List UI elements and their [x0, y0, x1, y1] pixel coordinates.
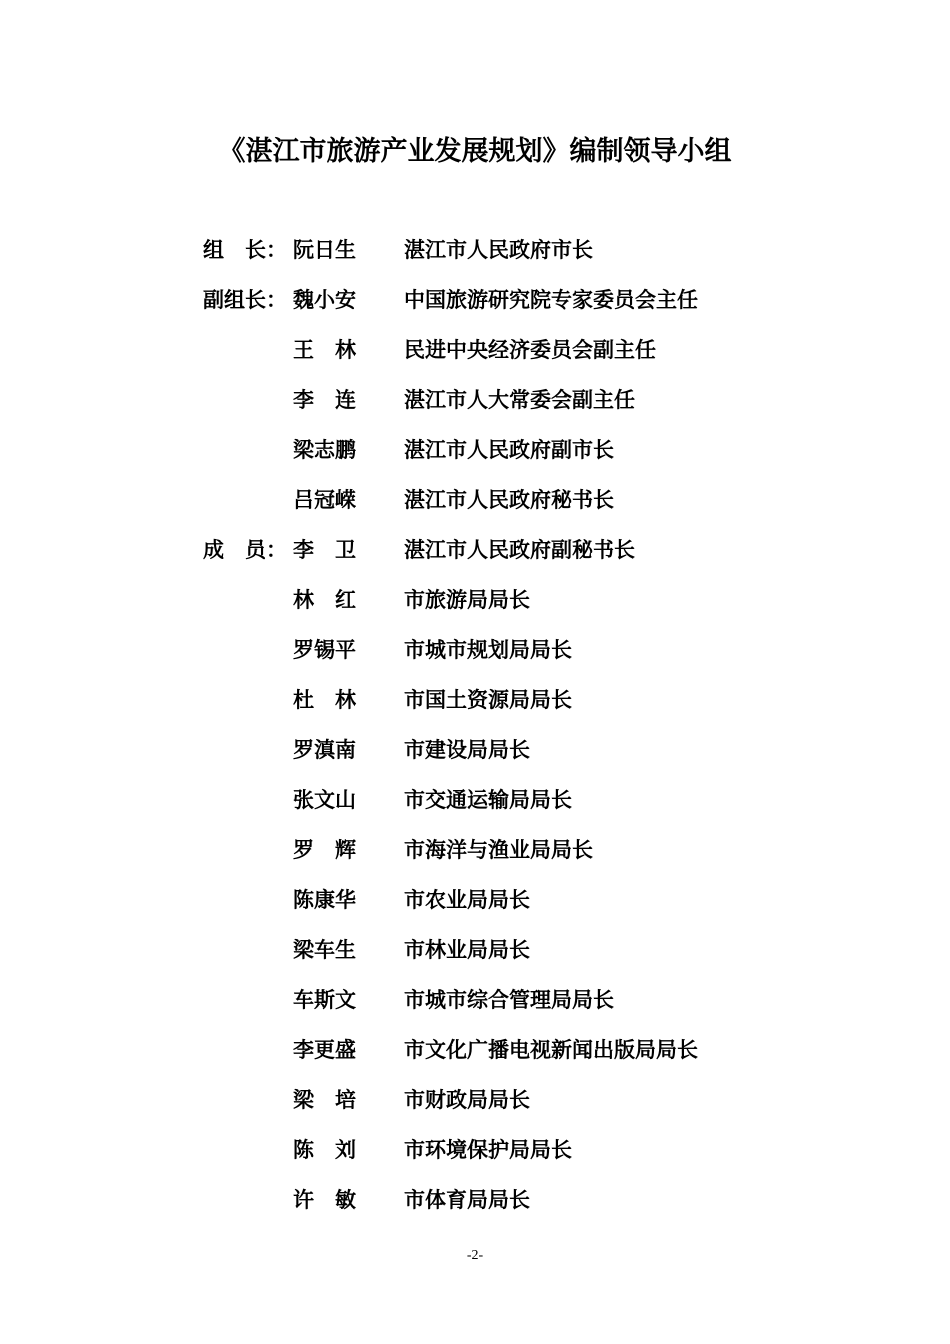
role-label: 组 长： [203, 237, 287, 262]
roster-row [0, 830, 950, 870]
roster-row [0, 380, 950, 420]
member-name: 张文山 [293, 787, 356, 812]
roster-row [0, 680, 950, 720]
roster-row [0, 480, 950, 520]
member-position: 市环境保护局局长 [404, 1137, 572, 1162]
member-name: 许 敏 [293, 1187, 356, 1212]
member-position: 湛江市人民政府副市长 [404, 437, 614, 462]
member-name: 梁 培 [293, 1087, 356, 1112]
member-position: 湛江市人民政府秘书长 [404, 487, 614, 512]
member-name: 杜 林 [293, 687, 356, 712]
roster-row [0, 730, 950, 770]
member-position: 市交通运输局局长 [404, 787, 572, 812]
roster-row [0, 1130, 950, 1170]
member-name: 梁车生 [293, 937, 356, 962]
roster-row [0, 1180, 950, 1220]
member-name: 陈康华 [293, 887, 356, 912]
member-position: 湛江市人民政府市长 [404, 237, 593, 262]
member-position: 市城市综合管理局局长 [404, 987, 614, 1012]
member-name: 罗锡平 [293, 637, 356, 662]
member-name: 罗 辉 [293, 837, 356, 862]
member-position: 市文化广播电视新闻出版局局长 [404, 1037, 698, 1062]
member-name: 李更盛 [293, 1037, 356, 1062]
roster-row [0, 1030, 950, 1070]
member-position: 中国旅游研究院专家委员会主任 [404, 287, 698, 312]
roster-row [0, 1080, 950, 1120]
roster-row [0, 580, 950, 620]
roster-row [0, 330, 950, 370]
member-position: 湛江市人大常委会副主任 [404, 387, 635, 412]
member-position: 湛江市人民政府副秘书长 [404, 537, 635, 562]
roster-row [0, 630, 950, 670]
member-position: 市城市规划局局长 [404, 637, 572, 662]
member-name: 陈 刘 [293, 1137, 356, 1162]
member-name: 车斯文 [293, 987, 356, 1012]
member-name: 魏小安 [293, 287, 356, 312]
member-name: 罗滇南 [293, 737, 356, 762]
member-name: 阮日生 [293, 237, 356, 262]
page-number: -2- [466, 1248, 484, 1263]
roster-row [0, 780, 950, 820]
member-position: 民进中央经济委员会副主任 [404, 337, 656, 362]
member-position: 市农业局局长 [404, 887, 530, 912]
roster-row [0, 430, 950, 470]
role-label: 副组长： [203, 287, 287, 312]
member-position: 市林业局局长 [404, 937, 530, 962]
member-position: 市财政局局长 [404, 1087, 530, 1112]
document-title: 《湛江市旅游产业发展规划》编制领导小组 [218, 136, 732, 167]
member-name: 吕冠嵘 [293, 487, 356, 512]
roster-row [0, 230, 950, 270]
member-name: 梁志鹏 [293, 437, 356, 462]
member-name: 王 林 [293, 337, 356, 362]
member-position: 市体育局局长 [404, 1187, 530, 1212]
roster-row [0, 930, 950, 970]
member-position: 市海洋与渔业局局长 [404, 837, 593, 862]
roster-row [0, 530, 950, 570]
roster-row [0, 880, 950, 920]
member-name: 李 卫 [293, 537, 356, 562]
member-position: 市旅游局局长 [404, 587, 530, 612]
member-name: 李 连 [293, 387, 356, 412]
member-position: 市国土资源局局长 [404, 687, 572, 712]
roster-row [0, 980, 950, 1020]
member-name: 林 红 [293, 587, 356, 612]
roster-row [0, 280, 950, 320]
member-position: 市建设局局长 [404, 737, 530, 762]
role-label: 成 员： [203, 537, 287, 562]
